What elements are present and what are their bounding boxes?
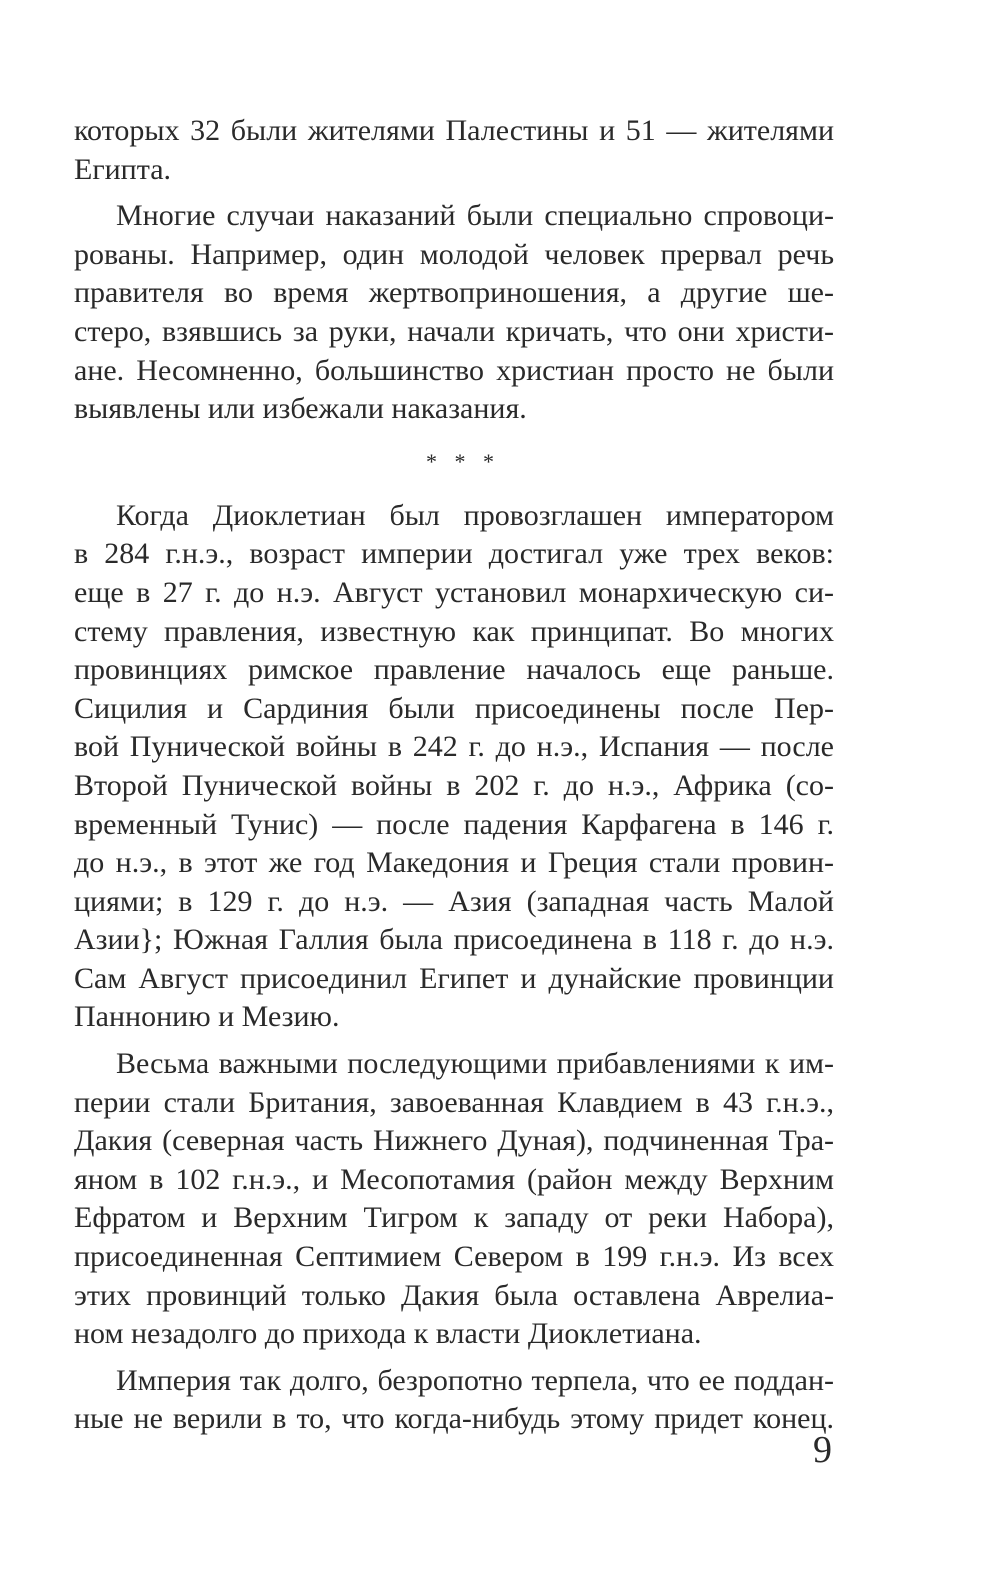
page-body [74, 112, 834, 1447]
text-line: рованы. Например, один молодой человек прервал речь [74, 237, 834, 271]
text-line: ные не верили в то, что когда-нибудь этому придет конец. [74, 1402, 834, 1436]
paragraph [74, 497, 834, 1037]
text-line: правителя во время жертвоприношения, а другие ше- [74, 276, 834, 310]
text-line: Сам Август присоединил Египет и дунайские провинции [74, 961, 834, 995]
text-line: ном незадолго до прихода к власти Диоклетиана. [74, 1317, 702, 1351]
text-line: в 284 г.н.э., возраст империи достигал уже трех веков: [74, 537, 834, 571]
text-line: ане. Несомненно, большинство христиан просто не были [74, 353, 834, 387]
text-line: Многие случаи наказаний были специально спровоци- [116, 199, 834, 233]
text-line: яном в 102 г.н.э., и Месопотамия (район между Верхним [74, 1162, 834, 1196]
text-line: еще в 27 г. до н.э. Август установил монархическую си- [74, 575, 834, 609]
text-line: Дакия (северная часть Нижнего Дуная), подчиненная Тра- [74, 1124, 834, 1158]
text-line: до н.э., в этот же год Македония и Греция стали провин- [74, 846, 834, 880]
text-line: стему правления, известную как принципат. Во многих [74, 614, 834, 648]
text-line: Паннонию и Мезию. [74, 1000, 340, 1034]
text-line: перии стали Британия, завоеванная Клавдием в 43 г.н.э., [74, 1085, 834, 1119]
page-number: 9 [813, 1429, 832, 1471]
text-line: выявлены или избежали наказания. [74, 392, 527, 426]
text-line: Второй Пунической войны в 202 г. до н.э., Африка (со- [74, 768, 834, 802]
text-line: провинциях римское правление началось еще раньше. [74, 653, 834, 687]
text-line: Сицилия и Сардиния были присоединены после Пер- [74, 691, 834, 725]
text-line: Египта. [74, 152, 172, 186]
text-line: вой Пунической войны в 242 г. до н.э., Испания — после [74, 730, 834, 764]
text-line: Азии}; Южная Галлия была присоединена в 118 г. до н.э. [74, 923, 834, 957]
text-line: Империя так долго, безропотно терпела, что ее поддан- [116, 1363, 834, 1397]
text-line: которых 32 были жителями Палестины и 51 — жителями [74, 114, 834, 147]
text-line: присоединенная Септимием Севером в 199 г.н.э. Из всех [74, 1240, 834, 1274]
paragraph [74, 112, 834, 189]
text-line: Ефратом и Верхним Тигром к западу от реки Набора), [74, 1201, 834, 1235]
text-line: этих провинций только Дакия была оставлена Аврелиа- [74, 1278, 834, 1312]
text-line: стеро, взявшись за руки, начали кричать, что они христи- [74, 314, 834, 348]
section-separator: * * * [426, 448, 500, 474]
text-line: Когда Диоклетиан был провозглашен императором [116, 498, 834, 532]
text-line: временный Тунис) — после падения Карфагена в 146 г. [74, 807, 834, 841]
text-line: Весьма важными последующими прибавлениями к им- [116, 1047, 834, 1081]
paragraph [74, 1045, 834, 1354]
paragraph [74, 1362, 834, 1439]
text-line: циями; в 129 г. до н.э. — Азия (западная часть Малой [74, 884, 834, 918]
paragraph [74, 197, 834, 429]
